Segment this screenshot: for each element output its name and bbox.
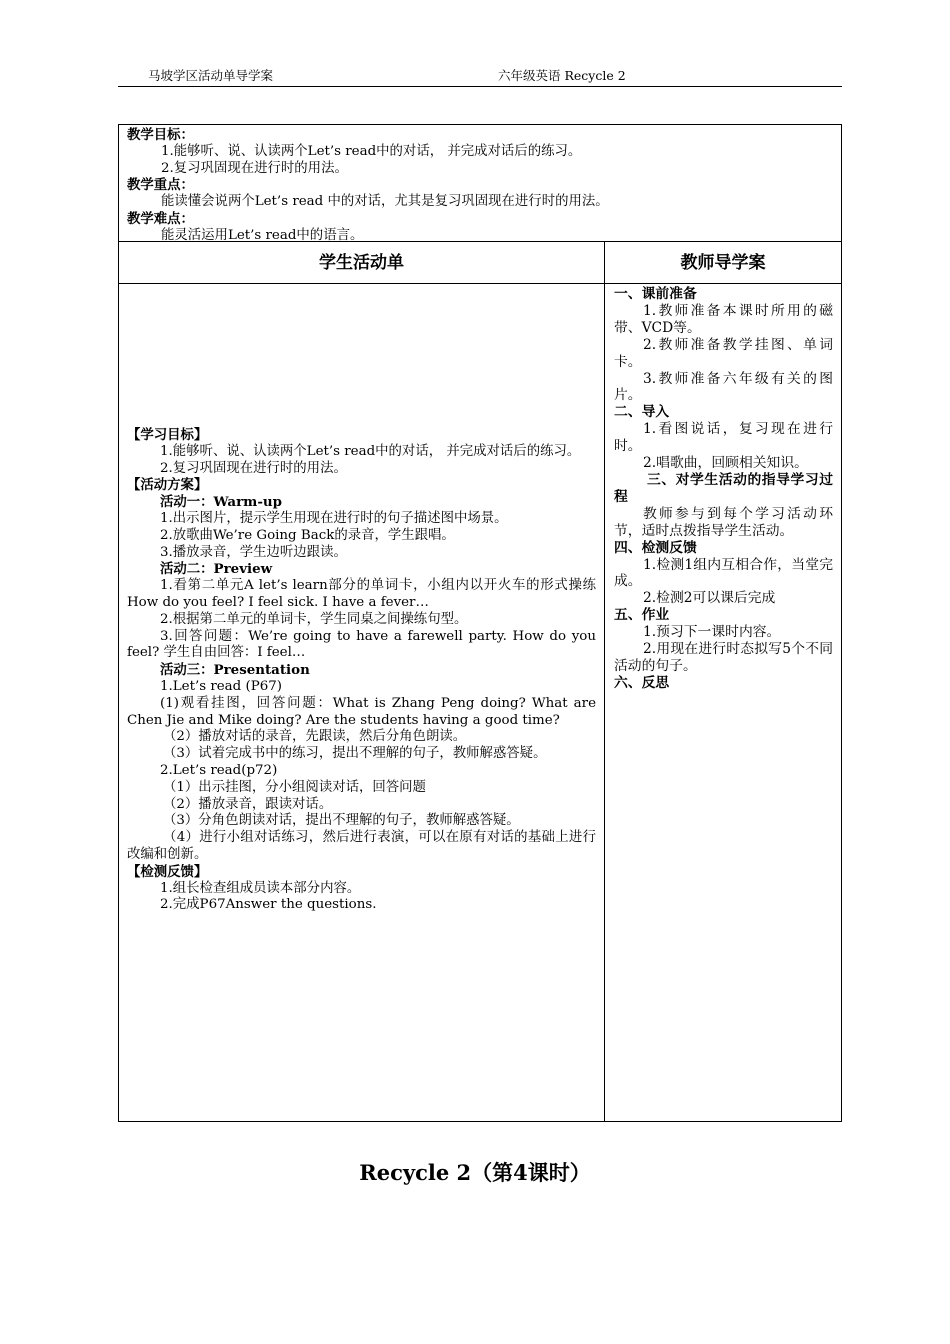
student-line: （2）播放录音，跟读对话。 [163, 796, 333, 812]
student-activity-list [127, 427, 596, 914]
student-line: 3.播放录音，学生边听边跟读。 [160, 544, 347, 560]
header-school: 马坡学区活动单导学案 [148, 68, 274, 83]
student-line: 2.放歌曲We’re Going Back的录音，学生跟唱。 [160, 527, 455, 543]
page-header [118, 66, 842, 87]
student-line: 【检测反馈】 [127, 863, 208, 880]
teacher-line: 二、导入 [614, 404, 670, 421]
header-course: 六年级英语 Recycle 2 [498, 68, 626, 83]
student-line: 2.根据第二单元的单词卡，学生同桌之间操练句型。 [160, 611, 468, 627]
difficulty-text: 能灵活运用Let’s read中的语言。 [161, 227, 364, 243]
teacher-line: 一、课前准备 [614, 286, 697, 302]
student-line: 1.能够听、说、认读两个Let’s read中的对话， 并完成对话后的练习。 [160, 443, 581, 459]
student-line: 活动一：Warm-up [160, 494, 282, 511]
student-line: (1)观看挂图，回答问题：What is Zhang Peng doing? What are Chen Jie and Mike doing? Are the students having a good time? [127, 695, 596, 728]
student-line: （4）进行小组对话练习，然后进行表演，可以在原有对话的基础上进行改编和创新。 [127, 830, 596, 862]
goal-item: 2.复习巩固现在进行时的用法。 [161, 160, 348, 176]
student-line: 活动二：Preview [160, 561, 273, 578]
student-line: 3.回答问题：We’re going to have a farewell party. How do you feel? 学生自由回答：I feel… [127, 628, 596, 661]
student-line: 【活动方案】 [127, 477, 208, 494]
teacher-line: 2.用现在进行时态拟写5个不同活动的句子。 [614, 641, 833, 674]
student-line: 2.完成P67Answer the questions. [160, 897, 377, 913]
lesson-title: Recycle 2（第4课时） [359, 1160, 591, 1185]
teacher-line: 教师参与到每个学习活动环节，适时点拨指导学生活动。 [614, 505, 833, 539]
teacher-line: 2.教师准备教学挂图、单词卡。 [614, 336, 833, 370]
student-line: （1）出示挂图，分小组阅读对话，回答问题 [163, 779, 426, 795]
teacher-line: 1.检测1组内互相合作，当堂完成。 [614, 556, 833, 590]
teacher-guide-cell [605, 284, 841, 1121]
teacher-guide-list [614, 286, 833, 692]
teacher-line: 1.看图说话，复习现在进行时。 [614, 421, 833, 455]
student-line: 1.组长检查组成员读本部分内容。 [160, 880, 361, 896]
student-line: 活动三：Presentation [160, 662, 310, 679]
student-line: （3）试着完成书中的练习，提出不理解的句子，教师解惑答疑。 [163, 746, 547, 762]
goal-item: 1.能够听、说、认读两个Let’s read中的对话， 并完成对话后的练习。 [161, 143, 582, 159]
teacher-line: 1.预习下一课时内容。 [643, 624, 781, 641]
teacher-column-heading: 教师导学案 [605, 242, 841, 284]
student-activity-cell [119, 284, 605, 1121]
student-line: 【学习目标】 [127, 427, 208, 443]
teacher-line: 3.教师准备六年级有关的图片。 [614, 370, 833, 404]
lesson-plan-table [118, 124, 842, 1122]
teacher-line: 三、对学生活动的指导学习过程 [614, 471, 833, 505]
teacher-line: 1.教师准备本课时所用的磁带、VCD等。 [614, 302, 833, 336]
objectives-section [119, 125, 841, 242]
student-line: 2.Let’s read(p72) [160, 762, 278, 778]
difficulty-heading: 教学难点： [127, 210, 194, 227]
student-line: 1.看第二单元A let’s learn部分的单词卡，小组内以开火车的形式操练How do you feel? I feel sick. I have a fever… [127, 578, 596, 610]
key-point-heading: 教学重点： [127, 177, 194, 194]
teacher-line: 2.检测2可以课后完成 [643, 590, 776, 607]
student-line: 1.出示图片，提示学生用现在进行时的句子描述图中场景。 [160, 510, 508, 526]
key-point-text: 能读懂会说两个Let’s read 中的对话，尤其是复习巩固现在进行时的用法。 [161, 194, 609, 210]
teacher-line: 五、作业 [614, 607, 670, 624]
student-line: （2）播放对话的录音，先跟读，然后分角色朗读。 [163, 729, 467, 745]
teacher-line: 2.唱歌曲，回顾相关知识。 [643, 455, 808, 472]
teacher-line: 四、检测反馈 [614, 539, 697, 556]
goal-heading: 教学目标： [127, 127, 194, 143]
student-line: （3）分角色朗读对话，提出不理解的句子，教师解惑答疑。 [163, 813, 520, 829]
student-column-heading: 学生活动单 [119, 242, 605, 284]
student-line: 2.复习巩固现在进行时的用法。 [160, 460, 347, 476]
teacher-line: 六、反思 [614, 674, 670, 691]
student-line: 1.Let’s read (P67) [160, 678, 282, 694]
